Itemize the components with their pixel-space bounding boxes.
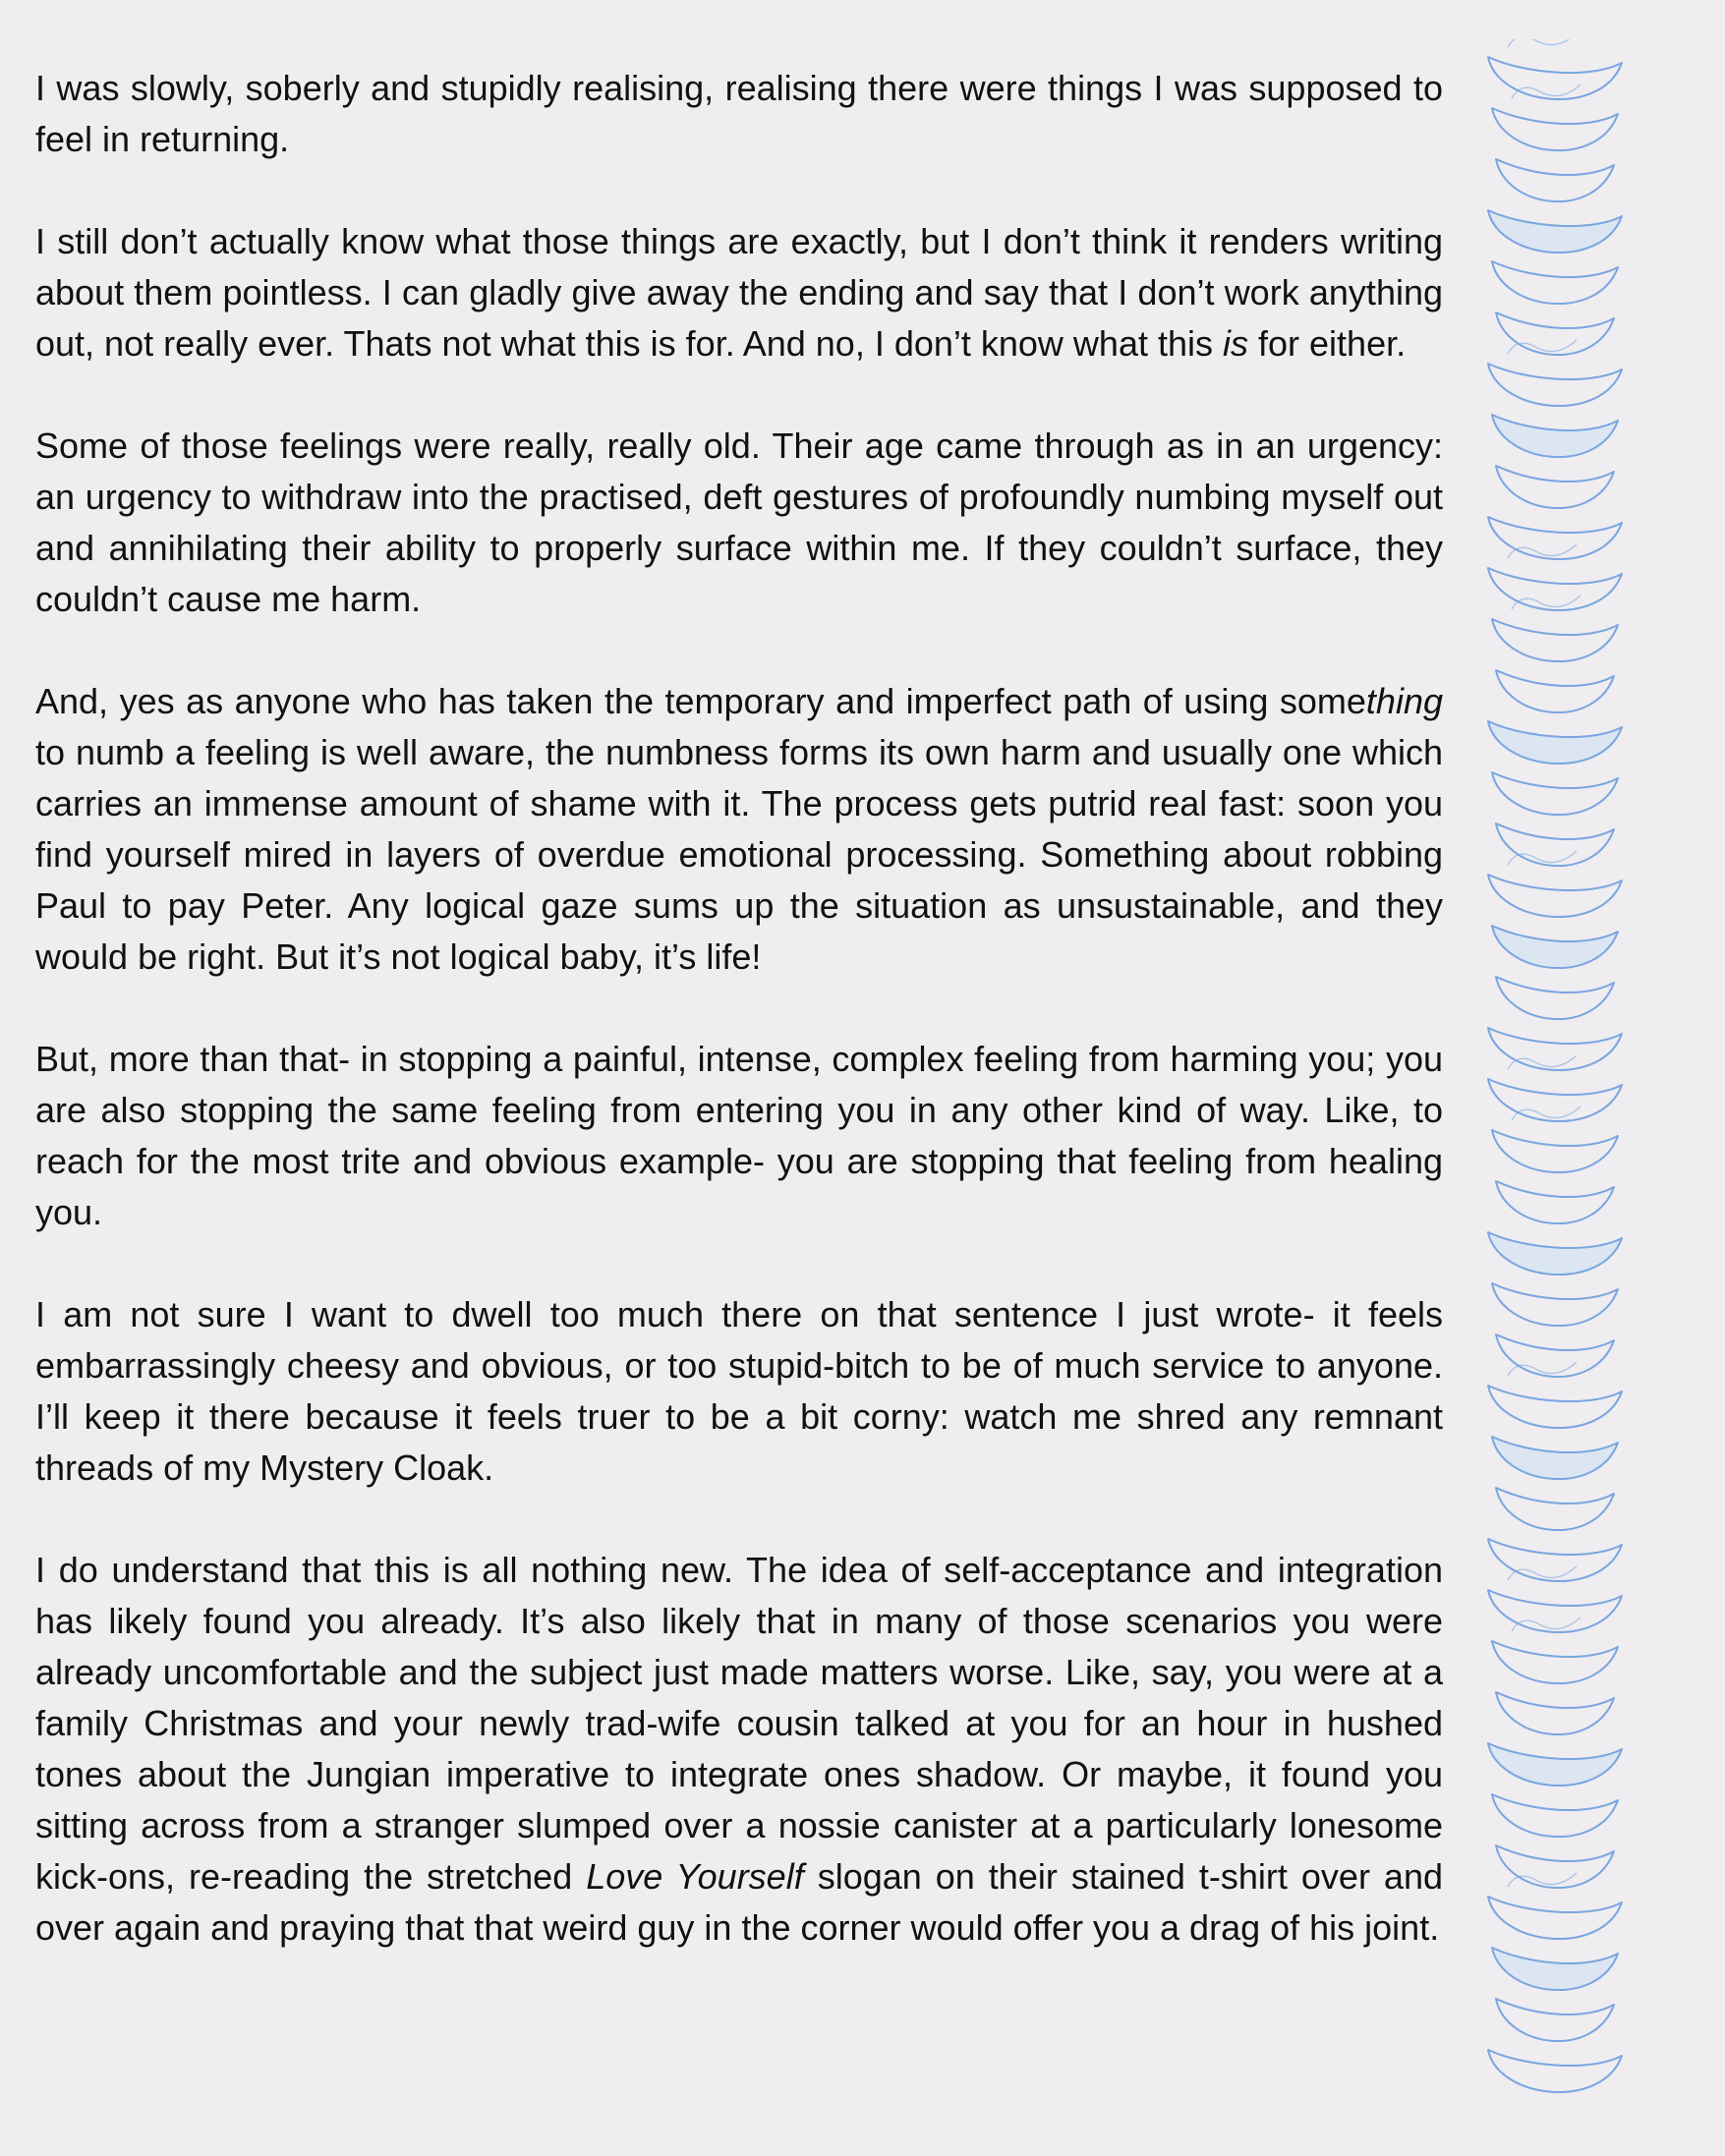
bowl-sketch [1488,544,1622,610]
bowl-sketch [1492,1283,1618,1326]
bowl-sketch [1488,851,1622,917]
bowl-sketch [1492,261,1618,304]
bowl-sketch [1492,415,1618,457]
text-run: to numb a feeling is well aware, the numbness forms its own harm and usually one which carries an immense amount of shame with it. The process gets putrid real fast: soon you find yourself mired in layers of overdue emotional processing. Something about robbing Paul to pay Peter. Any logical gaze sums up the situation as unsustainable, and they would be right. But it’s not logical baby, it’s life! [35,732,1443,977]
bowl-sketch [1488,1232,1622,1275]
paragraph [35,1034,1443,1238]
bowl-chain-border-icon [1474,39,1641,2113]
text-run: I was slowly, soberly and stupidly realising, realising there were things I was supposed to feel in returning. [35,68,1443,159]
bowl-sketch [1496,670,1614,712]
text-run: for either. [1248,323,1407,364]
text-run: slogan on their stained t-shirt over and over again and praying that that weird guy in the corner would offer you a drag of his joint. [35,1856,1443,1948]
text-run: I still don’t actually know what those things are exactly, but I don’t think it renders writing about them pointless. I can gladly give away the ending and say that I don’t work anything out, not really ever. Thats not what this is for. And no, I don’t know what this [35,221,1443,364]
bowl-sketch [1492,926,1618,968]
bowl-sketch [1496,1488,1614,1530]
paragraph [35,676,1443,983]
bowl-sketch [1488,1743,1622,1786]
bowl-sketch [1488,1873,1622,1939]
bowl-sketch [1488,1362,1622,1428]
body-text [35,63,1443,1954]
bowl-sketch [1488,517,1622,559]
bowl-sketch [1488,1055,1622,1121]
text-run: And, yes as anyone who has taken the temporary and imperfect path of using some [35,681,1366,721]
bowl-sketch [1496,466,1614,508]
bowl-sketch [1492,1437,1618,1479]
paragraph [35,1289,1443,1494]
bowl-sketch [1496,159,1614,201]
italic-text: thing [1365,681,1443,721]
bowl-sketch [1496,1181,1614,1223]
bowl-sketch [1488,39,1622,99]
italic-text: Love Yourself [586,1856,804,1897]
bowl-sketch [1492,596,1618,661]
bowl-sketch [1488,1566,1622,1632]
text-run: I am not sure I want to dwell too much there on that sentence I just wrote- it feels embarrassingly cheesy and obvious, or too stupid-bitch to be of much service to anyone. I’ll keep it there because it feels truer to be a bit corny: watch me shred any remnant threads of my Mystery Cloak. [35,1294,1443,1488]
bowl-sketch [1488,340,1622,406]
bowl-sketch [1488,210,1622,253]
bowl-sketch [1492,1794,1618,1837]
text-run: I do understand that this is all nothing new. The idea of self-acceptance and integration has likely found you already. It’s also likely that in many of those scenarios you were already uncomfortable and the subject just made matters worse. Like, say, you were at a family Christmas and your newly trad-wife cousin talked at you for an hour in hushed tones about the Jungian imperative to integrate ones shadow. Or maybe, it found you sitting across from a stranger slumped over a nossie canister at a particularly lonesome kick-ons, re-reading the stretched [35,1550,1443,1897]
bowl-sketch [1496,1845,1614,1888]
bowl-sketch [1488,1028,1622,1070]
bowl-sketch [1492,772,1618,815]
italic-text: is [1223,323,1249,364]
paragraph [35,421,1443,625]
bowl-sketch [1492,85,1618,150]
bowl-sketch [1492,1617,1618,1683]
paragraph [35,63,1443,165]
bowl-sketch [1496,823,1614,866]
bowl-sketch [1496,1692,1614,1734]
bowl-sketch [1488,721,1622,764]
bowl-sketch [1492,1106,1618,1172]
text-run: But, more than that- in stopping a painful, intense, complex feeling from harming you; you are also stopping the same feeling from entering you in any other kind of way. Like, to reach for the most trite and obvious example- you are stopping that feeling from healing you. [35,1039,1443,1232]
bowl-sketch [1496,1334,1614,1377]
bowl-sketch [1496,1999,1614,2041]
paragraph [35,216,1443,369]
text-run: Some of those feelings were really, really old. Their age came through as in an urgency: an urgency to withdraw into the practised, deft gestures of profoundly numbing myself out and annihilating their ability to properly surface within me. If they couldn’t surface, they couldn’t cause me harm. [35,426,1443,619]
bowl-sketch [1496,312,1614,355]
paragraph [35,1545,1443,1954]
bowl-sketch [1492,1948,1618,1990]
bowl-sketch [1488,2050,1622,2092]
bowl-sketch [1488,1539,1622,1581]
bowl-sketch [1496,977,1614,1019]
